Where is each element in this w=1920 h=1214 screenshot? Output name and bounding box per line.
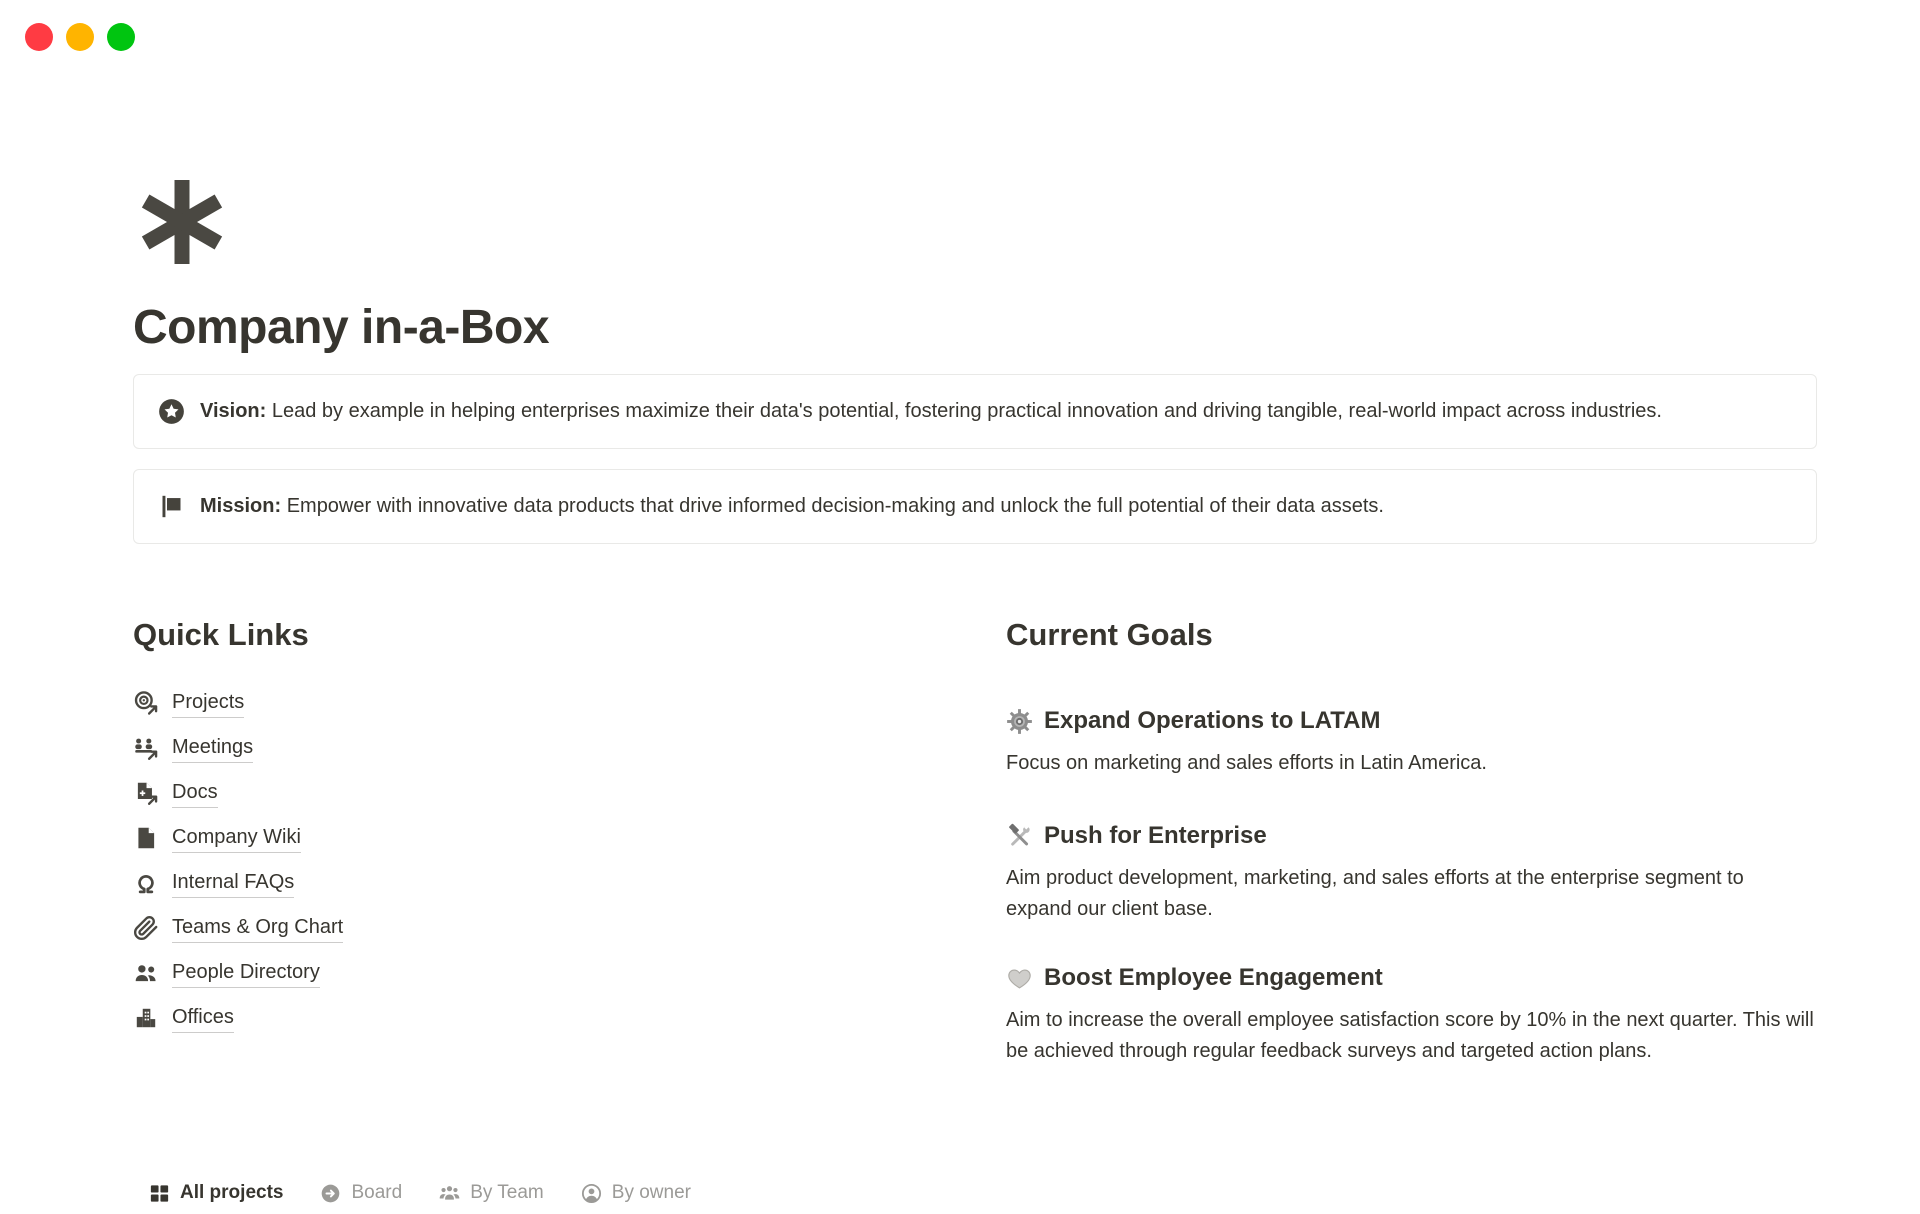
star-circle-icon (158, 398, 185, 425)
goal-description: Aim product development, marketing, and sales efforts at the enterprise segment to expand our client base. (1006, 867, 1744, 920)
page-body (133, 0, 1817, 1067)
goal-push-enterprise (1006, 819, 1817, 925)
list-item (133, 774, 1006, 812)
link-company-wiki[interactable]: Company Wiki (172, 824, 301, 853)
grid-icon (148, 1182, 171, 1205)
mission-text: Mission: Empower with innovative data products that drive informed decision-making and unlock the full potential of their data assets. (200, 495, 1384, 517)
minimize-button[interactable] (66, 23, 94, 51)
list-item (133, 864, 1006, 902)
window-controls (25, 23, 135, 51)
link-offices[interactable]: Offices (172, 1004, 234, 1033)
goal-description: Aim to increase the overall employee satisfaction score by 10% in the next quarter. This will be achieved through regular feedback surveys and targeted action plans. (1006, 1009, 1814, 1062)
link-internal-faqs[interactable]: Internal FAQs (172, 869, 294, 898)
docs-icon (133, 780, 159, 806)
vision-label: Vision: (200, 400, 267, 422)
list-item (133, 999, 1006, 1037)
zoom-button[interactable] (107, 23, 135, 51)
goal-expand-latam (1006, 704, 1817, 779)
flag-icon (158, 493, 185, 520)
goal-title: Boost Employee Engagement (1006, 961, 1817, 995)
close-button[interactable] (25, 23, 53, 51)
goal-title: Expand Operations to LATAM (1006, 704, 1817, 738)
team-icon (438, 1182, 461, 1205)
owner-icon (580, 1182, 603, 1205)
heart-icon (1006, 965, 1033, 992)
tab-by-owner[interactable]: By owner (580, 1172, 691, 1214)
page-icon (133, 825, 159, 851)
vision-callout (133, 374, 1817, 449)
link-people-directory[interactable]: People Directory (172, 959, 320, 988)
tools-icon (1006, 823, 1033, 850)
tab-all-projects[interactable]: All projects (148, 1172, 283, 1214)
mission-label: Mission: (200, 495, 282, 517)
link-teams-org-chart[interactable]: Teams & Org Chart (172, 914, 343, 943)
quick-links-list (133, 684, 1006, 1037)
quick-links-heading: Quick Links (133, 617, 309, 652)
link-docs[interactable]: Docs (172, 779, 218, 808)
tab-board[interactable]: Board (319, 1172, 402, 1214)
gear-icon (1006, 708, 1033, 735)
board-icon (319, 1182, 342, 1205)
list-item (133, 909, 1006, 947)
mission-callout (133, 469, 1817, 544)
page-title: Company in-a-Box (133, 301, 550, 354)
vision-text: Vision: Lead by example in helping enterprises maximize their data's potential, fostering practical innovation and driving tangible, real-world impact across industries. (200, 400, 1662, 422)
link-projects[interactable]: Projects (172, 689, 244, 718)
faq-icon (133, 870, 159, 896)
list-item (133, 954, 1006, 992)
list-item (133, 684, 1006, 722)
paperclip-icon (133, 915, 159, 941)
projects-target-icon (133, 690, 159, 716)
goal-boost-engagement (1006, 961, 1817, 1067)
goal-description: Focus on marketing and sales efforts in Latin America. (1006, 752, 1487, 774)
current-goals-heading: Current Goals (1006, 617, 1213, 652)
list-item (133, 819, 1006, 857)
meetings-icon (133, 735, 159, 761)
building-icon (133, 1005, 159, 1031)
people-icon (133, 960, 159, 986)
view-tabs (148, 1172, 691, 1214)
goal-title: Push for Enterprise (1006, 819, 1817, 853)
list-item (133, 729, 1006, 767)
two-column-layout (133, 616, 1817, 1067)
tab-by-team[interactable]: By Team (438, 1172, 544, 1214)
quick-links-section (133, 616, 1006, 1067)
current-goals-section (1006, 616, 1817, 1067)
link-meetings[interactable]: Meetings (172, 734, 253, 763)
asterisk-icon[interactable] (141, 180, 223, 264)
